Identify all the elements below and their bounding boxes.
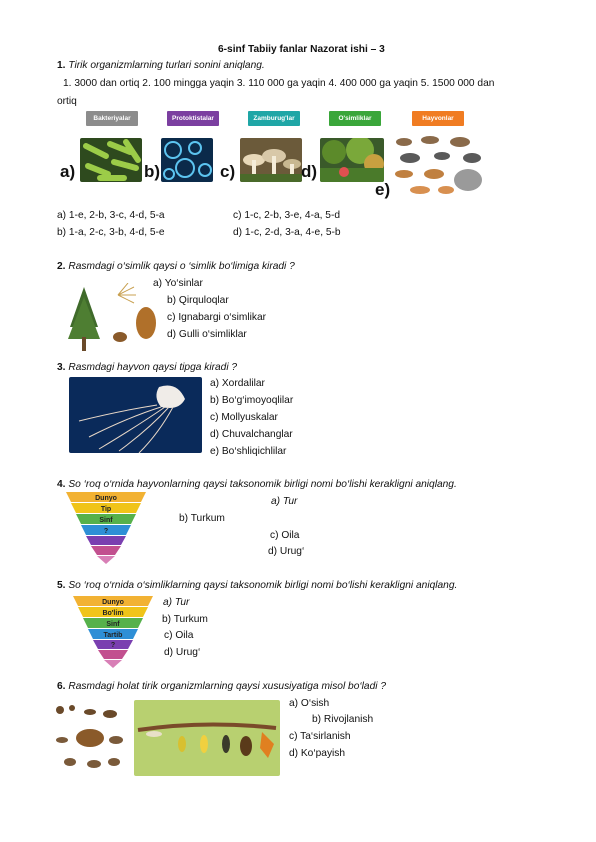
animals-image bbox=[390, 132, 486, 198]
pyramid-layer-5 bbox=[86, 536, 126, 545]
q2-option-b[interactable]: b) Qirquloqlar bbox=[167, 295, 229, 306]
tag-protists: Protoktistalar bbox=[167, 111, 219, 126]
q3-option-e[interactable]: e) Bo‘shliqichlilar bbox=[210, 446, 287, 457]
plant-taxonomy-pyramid bbox=[73, 596, 153, 668]
letter-c: c) bbox=[220, 162, 236, 181]
q5-option-d[interactable]: d) Urug‘ bbox=[164, 647, 201, 658]
q4-option-c[interactable]: c) Oila bbox=[270, 530, 300, 541]
q2-option-d[interactable]: d) Gulli o‘simliklar bbox=[167, 329, 247, 340]
pyramid-label: Bo'lim bbox=[102, 610, 124, 617]
question-text: Rasmdagi hayvon qaysi tipga kiradi ? bbox=[68, 362, 238, 373]
q5-option-b[interactable]: b) Turkum bbox=[162, 614, 208, 625]
q3-option-a[interactable]: a) Xordalilar bbox=[210, 378, 265, 389]
animal-taxonomy-pyramid bbox=[66, 492, 146, 564]
q2-option-c[interactable]: c) Ignabargi o‘simlikar bbox=[167, 312, 267, 323]
pyramid-label: Dunyo bbox=[102, 599, 124, 606]
q2-option-a[interactable]: a) Yo‘sinlar bbox=[153, 278, 203, 289]
tag-animals: Hayvonlar bbox=[412, 111, 464, 126]
butterfly-metamorphosis-image bbox=[134, 700, 280, 776]
q1-option-b[interactable]: b) 1-a, 2-c, 3-b, 4-d, 5-e bbox=[57, 227, 165, 238]
q4-option-d[interactable]: d) Urug‘ bbox=[268, 546, 305, 557]
pyramid-layer-6 bbox=[98, 650, 128, 659]
question-number: 3. bbox=[57, 362, 66, 373]
pyramid-layer-7 bbox=[97, 556, 115, 564]
pyramid-layer-6 bbox=[91, 546, 121, 555]
protists-image bbox=[161, 138, 213, 182]
question-text: So ‘roq o‘rnida o‘simliklarning qaysi taksonomik birligi nomi bo‘lishi kerakligni aniqlang. bbox=[68, 580, 458, 591]
question-6 bbox=[57, 681, 386, 692]
q1-option-c[interactable]: c) 1-c, 2-b, 3-e, 4-a, 5-d bbox=[233, 210, 341, 221]
question-text: So ‘roq o‘rnida hayvonlarning qaysi taksonomik birligi nomi bo‘lishi kerakligni aniqlang. bbox=[68, 479, 457, 490]
question-text: Rasmdagi holat tirik organizmlarning qaysi xususiyatiga misol bo‘ladi ? bbox=[68, 681, 387, 692]
letter-b: b) bbox=[144, 162, 161, 181]
question-number: 2. bbox=[57, 261, 66, 272]
question-number: 4. bbox=[57, 479, 66, 490]
plants-image bbox=[320, 138, 384, 182]
pyramid-label: Dunyo bbox=[95, 495, 117, 502]
q1-species-list-line1: 1. 3000 dan ortiq 2. 100 mingga yaqin 3. 110 000 ga yaqin 4. 400 000 ga yaqin 5. 1500 000 dan bbox=[63, 78, 495, 89]
q5-option-c[interactable]: c) Oila bbox=[164, 630, 194, 641]
fungi-image bbox=[240, 138, 302, 182]
q6-option-a[interactable]: a) O‘sish bbox=[289, 698, 330, 709]
question-4 bbox=[57, 479, 457, 490]
pyramid-layer-7 bbox=[104, 660, 122, 668]
bacteria-image bbox=[80, 138, 142, 182]
q3-option-d[interactable]: d) Chuvalchanglar bbox=[210, 429, 293, 440]
q6-option-c[interactable]: c) Ta‘sirlanish bbox=[289, 731, 351, 742]
pyramid-label: Tartib bbox=[103, 632, 123, 639]
q3-option-b[interactable]: b) Bo‘g‘imoyoqlilar bbox=[210, 395, 294, 406]
q3-option-c[interactable]: c) Mollyuskalar bbox=[210, 412, 278, 423]
frog-lifecycle-image bbox=[50, 700, 128, 776]
q1-option-a[interactable]: a) 1-e, 2-b, 3-c, 4-d, 5-a bbox=[57, 210, 165, 221]
question-3 bbox=[57, 362, 237, 373]
question-5 bbox=[57, 580, 457, 591]
question-2 bbox=[57, 261, 295, 272]
page-title: 6-sinf Tabiiy fanlar Nazorat ishi – 3 bbox=[218, 44, 385, 55]
q1-option-d[interactable]: d) 1-c, 2-d, 3-a, 4-e, 5-b bbox=[233, 227, 341, 238]
question-1 bbox=[57, 60, 265, 71]
tag-fungi: Zamburug'lar bbox=[248, 111, 300, 126]
pyramid-label: Sinf bbox=[106, 621, 120, 628]
pyramid-label: Sinf bbox=[99, 517, 113, 524]
letter-d: d) bbox=[301, 162, 318, 181]
q6-option-d[interactable]: d) Ko‘payish bbox=[289, 748, 346, 759]
conifer-image bbox=[64, 283, 164, 353]
letter-a: a) bbox=[60, 162, 76, 181]
pyramid-label: ? bbox=[103, 528, 109, 535]
question-number: 1. bbox=[57, 60, 66, 71]
question-text: Tirik organizmlarning turlari sonini aniqlang. bbox=[68, 60, 265, 71]
q1-species-list-line2: ortiq bbox=[57, 96, 77, 107]
question-text: Rasmdagi o‘simlik qaysi o ‘simlik bo‘limiga kiradi ? bbox=[68, 261, 295, 272]
tag-plants: O'simliklar bbox=[329, 111, 381, 126]
letter-e: e) bbox=[375, 180, 391, 199]
q4-option-a[interactable]: a) Tur bbox=[271, 496, 298, 507]
q5-option-a[interactable]: a) Tur bbox=[163, 597, 190, 608]
tag-bacteria: Bakteriyalar bbox=[86, 111, 138, 126]
q4-option-b[interactable]: b) Turkum bbox=[179, 513, 225, 524]
q6-option-b[interactable]: b) Rivojlanish bbox=[312, 714, 374, 725]
question-number: 6. bbox=[57, 681, 66, 692]
pyramid-label: Tip bbox=[100, 506, 112, 513]
question-number: 5. bbox=[57, 580, 66, 591]
pyramid-label: ? bbox=[110, 642, 116, 649]
jellyfish-image bbox=[69, 377, 202, 453]
